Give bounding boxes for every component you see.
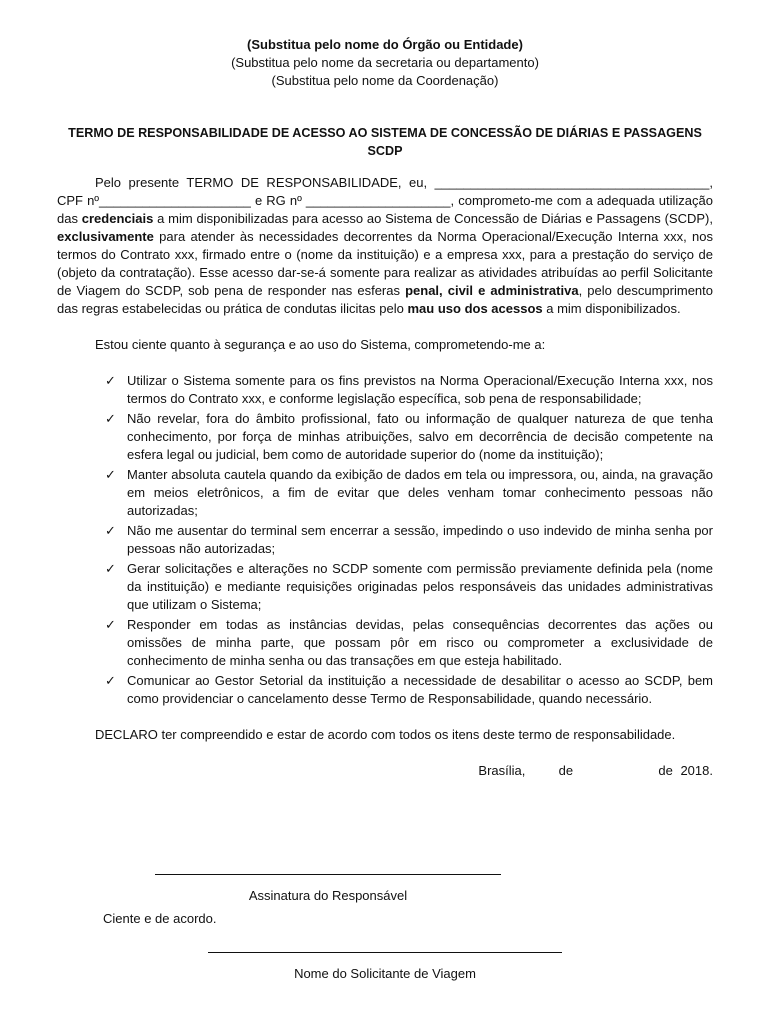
p1-bold-esferas: penal, civil e administrativa [405,283,579,298]
date-line [57,762,713,780]
commitment-list [57,372,713,708]
checkmark-icon: ✓ [105,373,116,388]
checkmark-icon: ✓ [105,523,116,538]
list-item: ✓ Comunicar ao Gestor Setorial da instituição a necessidade de desabilitar o acesso ao SCDP, bem como providenciar o cancelamento desse Termo de Responsabilidade, quando necessário. [105,673,713,706]
secretaria-name: (Substitua pelo nome da secretaria ou departamento) [231,55,539,70]
checkmark-icon: ✓ [105,617,116,632]
document-title: TERMO DE RESPONSABILIDADE DE ACESSO AO SISTEMA DE CONCESSÃO DE DIÁRIAS E PASSAGENS SCDP [68,126,702,158]
signature-block [0,862,656,903]
date-year: 2018. [680,763,713,778]
signature-line [155,862,501,875]
solicitante-line [208,940,562,953]
list-item: ✓ Não me ausentar do terminal sem encerrar a sessão, impedindo o uso indevido de minha senha por pessoas não autorizadas; [105,523,713,556]
p1-text-a: Pelo presente TERMO DE RESPONSABILIDADE, eu, ______________________________________, CPF nº_____________________ e RG nº ____________________, comprometo-me com a adequada utilização das [57,175,713,226]
checkmark-icon: ✓ [105,411,116,426]
ciente-text: Ciente e de acordo. [103,911,217,926]
checkmark-icon: ✓ [105,561,116,576]
list-item: ✓ Utilizar o Sistema somente para os fins previstos na Norma Operacional/Execução Interna xxx, nos termos do Contrato xxx, e conforme legislação específica, sob pena de responsabilidade; [105,373,713,406]
p1-bold-credenciais: credenciais [81,211,154,226]
p1-bold-exclusivamente: exclusivamente [57,229,154,244]
commitment-intro: Estou ciente quanto à segurança e ao uso do Sistema, comprometendo-me a: [95,337,546,352]
p1-bold-mau-uso: mau uso dos acessos [407,301,543,316]
p1-text-c: a mim disponibilizadas para acesso ao Sistema de Concessão de Diárias e Passagens (SCDP), [153,211,713,226]
p1-text-g: , pelo descumprimento das regras estabelecidas ou prática de condutas ilicitas pelo [57,283,714,316]
checkmark-icon: ✓ [105,467,116,482]
coordenacao-name: (Substitua pelo nome da Coordenação) [271,73,499,88]
date-de-2: de [658,763,673,778]
list-item: ✓ Manter absoluta cautela quando da exibição de dados em tela ou impressora, ou, ainda, na gravação em meios eletrônicos, a fim de evitar que deles venham tomar conhecimento pessoas não autorizadas; [105,467,713,518]
checkmark-icon: ✓ [105,673,116,688]
date-city: Brasília, [478,763,526,778]
p1-text-i: a mim disponibilizados. [542,301,681,316]
signature-label: Assinatura do Responsável [248,888,408,903]
org-name: (Substitua pelo nome do Órgão ou Entidade) [247,37,523,52]
list-item: ✓ Responder em todas as instâncias devidas, pelas consequências decorrentes das ações ou omissões de minha parte, que possam pôr em risco ou comprometer a exclusividade de conhecimento de minha senha ou das transações em que esteja habilitado. [105,617,713,668]
document-page [57,36,713,780]
declaro-paragraph: DECLARO ter compreendido e estar de acordo com todos os itens deste termo de responsabilidade. [95,727,676,742]
date-de-1: de [558,763,574,778]
p1-text-e: para atender às necessidades decorrentes da Norma Operacional/Execução Interna xxx, nos termos do Contrato xxx, firmado entre o (nome da instituição) e a empresa xxx, para a prestação do serviço de (objeto da contratação). Esse acesso dar-se-á somente para realizar as atividades atribuídas ao perfil Solicitante de Viagem do SCDP, sob pena de responder nas esferas [57,229,713,298]
list-item: ✓ Não revelar, fora do âmbito profissional, fato ou informação de qualquer natureza de que tenha conhecimento, por força de minhas atribuições, salvo em decorrência de decisão competente na esfera legal ou judicial, bem como de autoridade superior do (nome da instituição); [105,411,713,462]
solicitante-label: Nome do Solicitante de Viagem [294,966,476,981]
list-item: ✓ Gerar solicitações e alterações no SCDP somente com permissão previamente definida pela (nome da instituição) e mediante requisições originadas pelos responsáveis das unidades administrativas que utilizam o Sistema; [105,561,713,612]
declaration-paragraph [57,174,713,318]
solicitante-block [57,940,713,981]
document-header [57,36,713,90]
